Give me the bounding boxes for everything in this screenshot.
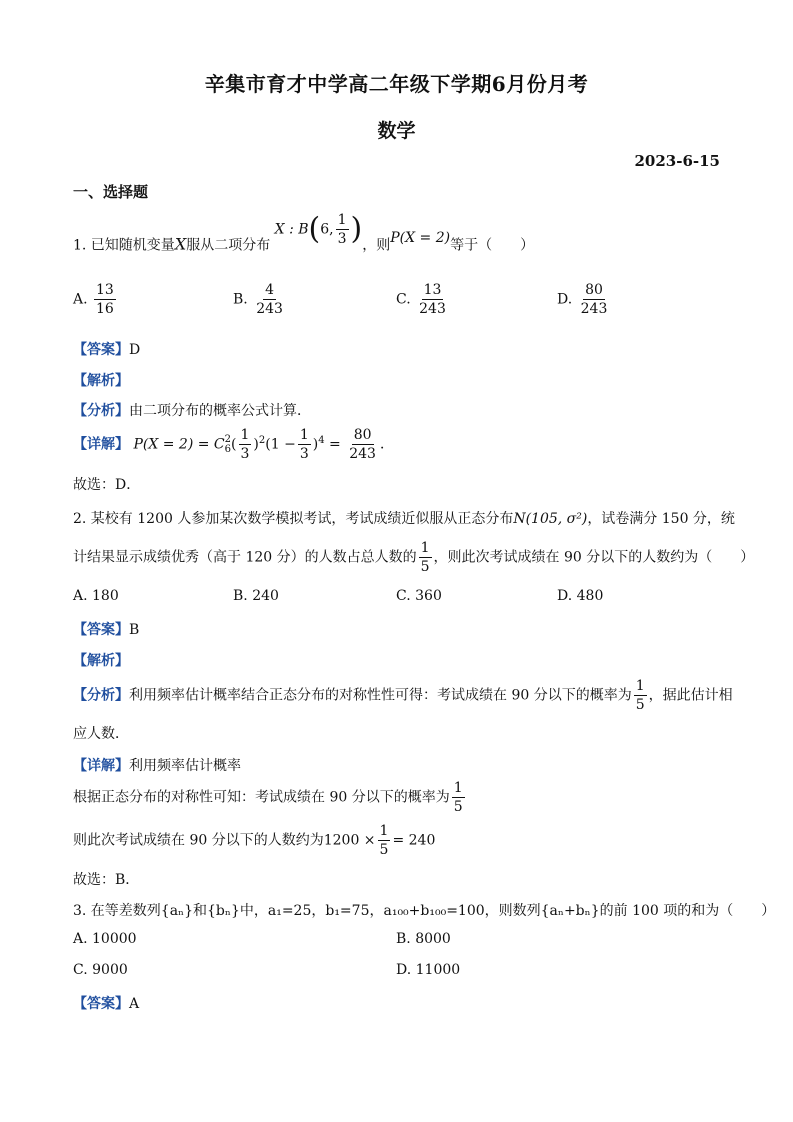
exam-date: 2023-6-15 [634,152,720,170]
exam-subject: 数学 [377,120,416,142]
q2-analysis-line2: 应人数． [73,726,129,742]
q1-answer: 【答案】D [73,342,141,358]
q3-answer: 【答案】A [73,996,140,1012]
q2-option-d: D. 480 [557,588,604,604]
q1-distribution: X : B(6, $\frac{1}{3}$ ) [274,211,363,247]
q2-option-b: B. 240 [233,588,279,604]
q1-option-c: C. $\frac{13}{243}$ [396,282,446,317]
q2-symmetry-line: 根据正态分布的对称性可知：考试成绩在 90 分以下的概率为 $\frac{1}{5}$ [73,780,463,815]
q1-option-a: A. $\frac{13}{16}$ [73,282,114,317]
q1-detail: 【详解】 P(X = 2) = C 2 6 ( $\frac{1}{3}$ )$^2$(1 − $\frac{1}{3}$ )$^4$ = $\frac{80}{243}$ ． [73,427,394,462]
q2-count-line: 则此次考试成绩在 90 分以下的人数约为1200 × $\frac{1}{5}$ = 240 [73,823,436,858]
q3-option-c: C. 9000 [73,962,128,978]
q1-conclusion: 故选：D． [73,477,141,493]
q2-stem-line1: 2. 某校有 1200 人参加某次数学模拟考试，考试成绩近似服从正态分布N(105, σ²)，试卷满分 150 分，统 [73,511,735,527]
q3-option-b: B. 8000 [396,931,451,947]
q1-stem: 1. 已知随机变量X服从二项分布 X : B(6, $\frac{1}{3}$ )，则P(X = 2)等于（ ） [73,211,535,254]
q3-stem: 3. 在等差数列{aₙ}和{bₙ}中，a₁=25，b₁=75，a₁₀₀+b₁₀₀=100，则数列{aₙ+bₙ}的前 100 项的和为（ ） [73,903,776,919]
q2-detail: 【详解】利用频率估计概率 [73,758,241,774]
exam-title: 辛集市育才中学高二年级下学期6月份月考 [204,72,589,96]
q2-option-c: C. 360 [396,588,442,604]
q2-answer: 【答案】B [73,622,140,638]
section-heading: 一、选择题 [73,183,149,201]
q2-stem-line2: 计结果显示成绩优秀（高于 120 分）的人数占总人数的 $\frac{1}{5}$ ，则此次考试成绩在 90 分以下的人数约为（ ） [73,540,755,575]
q2-jiexi: 【解析】 [73,653,129,669]
q1-option-d: D. $\frac{80}{243}$ [557,282,608,317]
q2-analysis-line1: 【分析】利用频率估计概率结合正态分布的对称性性可得：考试成绩在 90 分以下的概率为 $\frac{1}{5}$ ，据此估计相 [73,678,733,713]
q3-option-a: A. 10000 [73,931,137,947]
q1-option-b: B. $\frac{4}{243}$ [233,282,283,317]
q1-analysis: 【分析】由二项分布的概率公式计算． [73,403,311,419]
q3-option-d: D. 11000 [396,962,461,978]
q2-conclusion: 故选：B． [73,872,140,888]
q1-jiexi: 【解析】 [73,373,129,389]
q2-option-a: A. 180 [73,588,119,604]
